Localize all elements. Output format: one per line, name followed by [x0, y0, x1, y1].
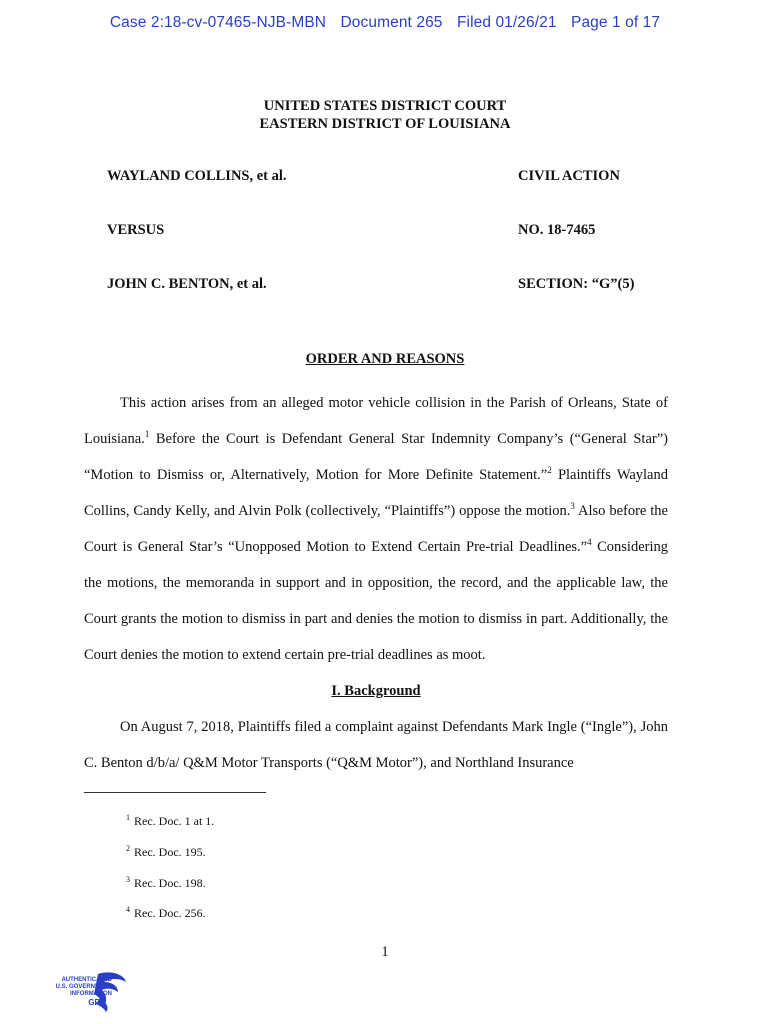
filed-date: Filed 01/26/21: [456, 14, 557, 31]
page-of-pages: Page 1 of 17: [571, 14, 661, 31]
footnote-2: $^2$ Rec. Doc. 195.: [126, 844, 206, 859]
case-number: Case 2:18-cv-07465-NJB-MBN: [109, 14, 327, 31]
footnote-divider: [84, 792, 266, 793]
footnote-ref-2[interactable]: 2: [547, 465, 552, 475]
action-type: CIVIL ACTION: [518, 168, 620, 184]
footnote-3: $^3$ Rec. Doc. 198.: [126, 875, 206, 890]
court-district: EASTERN DISTRICT OF LOUISIANA: [259, 116, 511, 132]
footnote-1: $^1$ Rec. Doc. 1 at 1.: [126, 813, 215, 828]
filing-stamp: [0, 14, 770, 32]
gpo-authentication-text: AUTHENTICATED U.S. GOVERNMENT INFORMATION GPO: [42, 977, 112, 1007]
plaintiff-name: WAYLAND COLLINS, et al.: [107, 168, 287, 184]
footnote-4: $^4$ Rec. Doc. 256.: [126, 905, 206, 920]
footnote-ref-3[interactable]: 3: [570, 501, 575, 511]
section-label: SECTION: “G”(5): [518, 276, 635, 292]
footnote-ref-1[interactable]: 1: [144, 429, 150, 439]
footnote-ref-4[interactable]: 4: [587, 537, 592, 547]
body-text: [84, 385, 668, 781]
defendant-name: JOHN C. BENTON, et al.: [107, 276, 267, 292]
order-title: ORDER AND REASONS: [305, 351, 465, 367]
page-number: 1: [381, 944, 389, 960]
paragraph-intro: This action arises from an alleged motor vehicle collision in the Parish of Orleans, State of Louisiana.$^1$ Before the Court is Defendant General Star Indemnity Company’s (“General Star”) “Motion to Dismiss or, Alternatively, Motion for More Definite Statement.”$^2$ Plaintiffs Wayland Collins, Candy Kelly, and Alvin Polk (collectively, “Plaintiffs”) oppose the motion.$^3$ Also before the Court is General Star’s “Unopposed Motion to Extend Certain Pre-trial Deadlines.”$^4$ Considering the motions, the memoranda in support and in opposition, the record, and the applicable law, the Court grants the motion to dismiss in part and denies the motion to dismiss in part. Additionally, the Court denies the motion to extend certain pre-trial deadlines as moot.: [84, 395, 668, 663]
gpo-mark: GPO: [88, 998, 106, 1007]
court-name: UNITED STATES DISTRICT COURT: [263, 98, 507, 114]
versus-label: VERSUS: [107, 222, 165, 238]
paragraph-background: On August 7, 2018, Plaintiffs filed a complaint against Defendants Mark Ingle (“Ingle”), John C. Benton d/b/a/ Q&M Motor Transports (“Q&M Motor”), and Northland Insurance: [84, 719, 668, 771]
document-number: Document 265: [340, 14, 443, 31]
court-heading: [0, 97, 770, 133]
case-no: NO. 18-7465: [518, 222, 596, 238]
section-heading-background: I. Background: [331, 683, 421, 699]
